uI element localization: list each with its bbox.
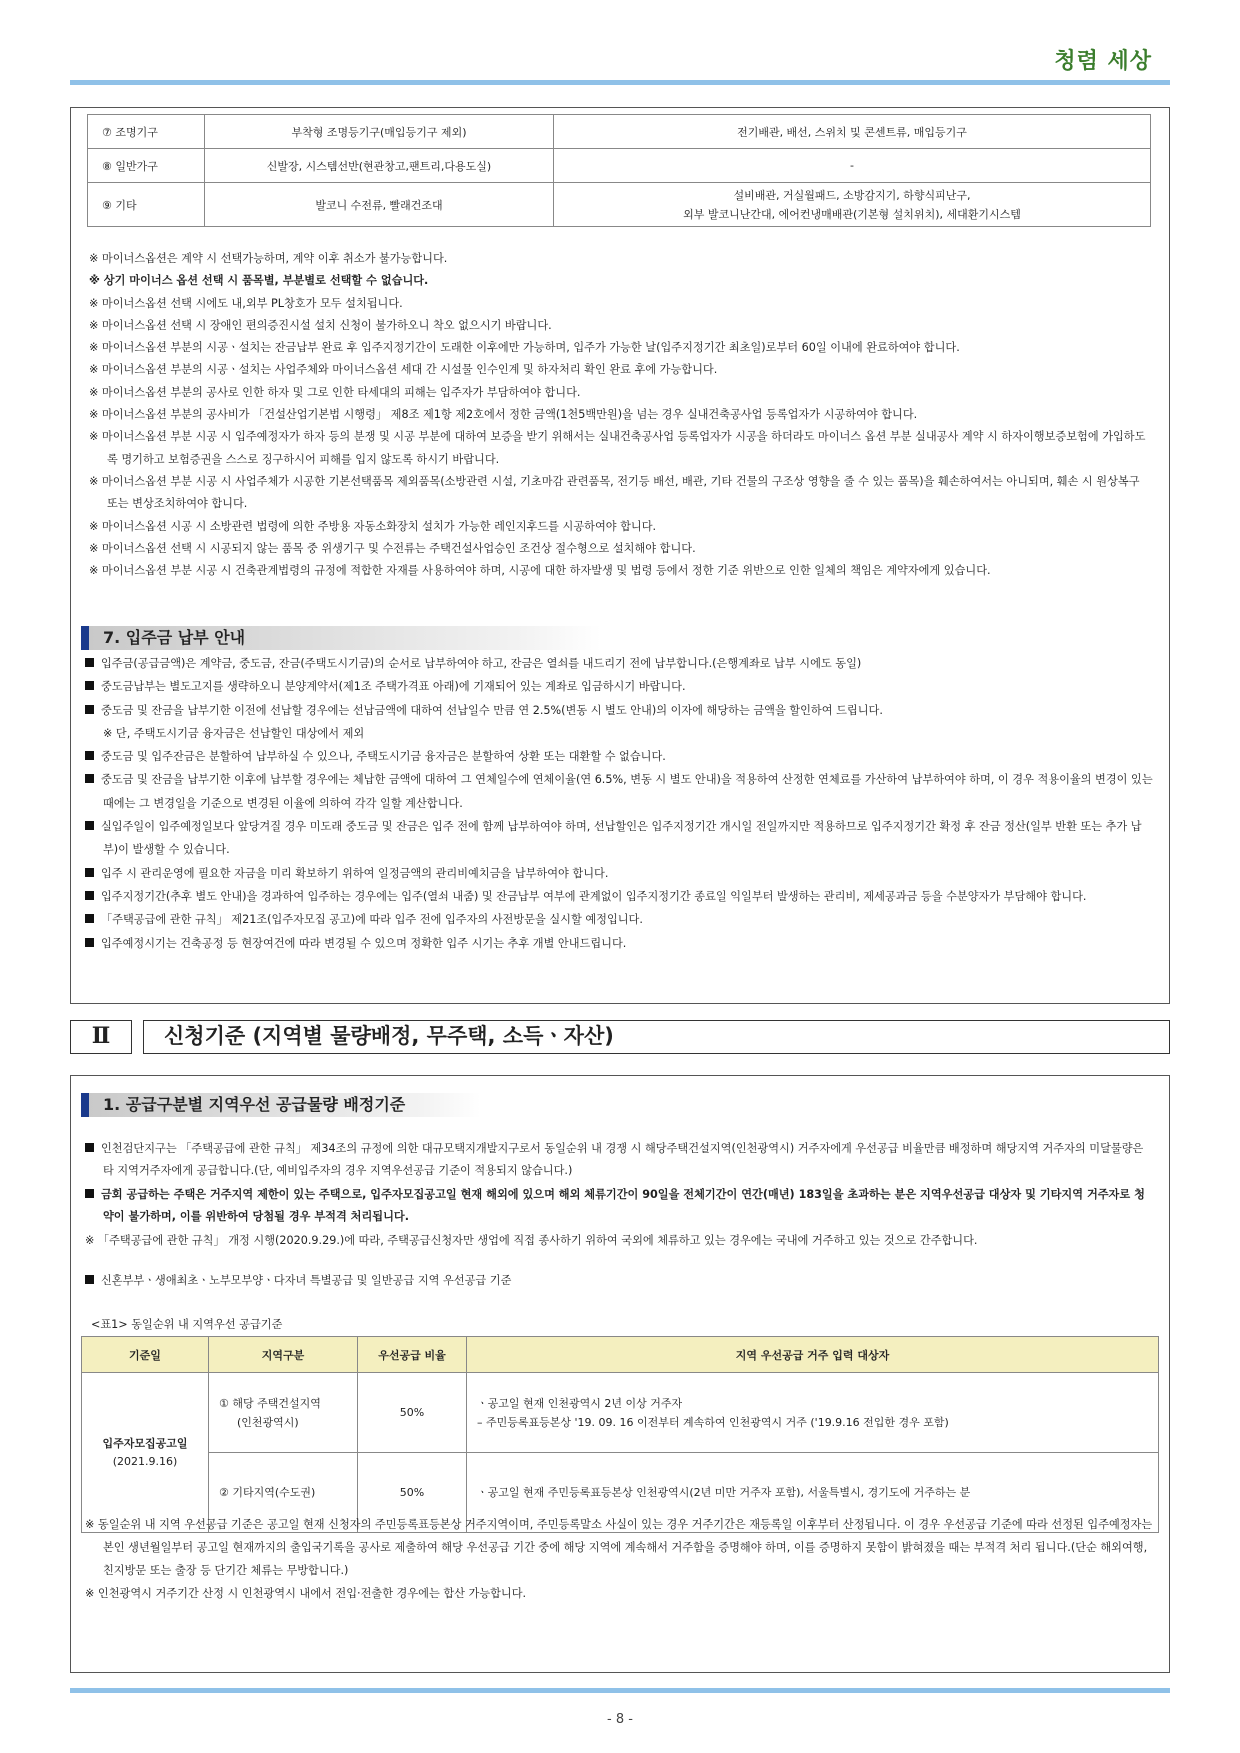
table-cell bbox=[82, 1373, 209, 1533]
note-line: ※ 마이너스옵션 부분 시공 시 입주예정자가 하자 등의 분쟁 및 시공 부분에 대하여 보증을 받기 위해서는 실내건축공사업 등록업자가 시공을 하더라도 마이너스 옵션 부분 실내공사 계약 시 하자이행보증보험에 가입하도록 명기하고 보험증권을 스스로 징구하시어 피해를 입지 않도록 하시기 바랍니다. bbox=[89, 430, 1146, 466]
table-cell bbox=[209, 1373, 358, 1453]
list-item-text: 중도금 및 입주잔금은 분할하여 납부하실 수 있으나, 주택도시기금 융자금은 분할하여 상환 또는 대환할 수 없습니다. bbox=[101, 750, 666, 764]
list-item bbox=[85, 885, 1155, 908]
square-bullet-icon bbox=[85, 914, 94, 923]
paragraph-text: 인천검단지구는 「주택공급에 관한 규칙」 제34조의 규정에 의한 대규모택지개발지구로서 동일순위 내 경쟁 시 해당주택건설지역(인천광역시) 거주자에게 우선공급 비율만큼 배정하며 해당지역 거주자의 미달물량은 타 지역거주자에게 공급합니다.(단, 예비입주자의 경우 지역우선공급 기준이 적용되지 않습니다.) bbox=[101, 1142, 1144, 1177]
list-item bbox=[85, 815, 1155, 862]
table-cell: ⑦ 조명기구 bbox=[88, 115, 205, 149]
regional-priority-table bbox=[81, 1336, 1159, 1533]
logo-text: 청렴 세상 bbox=[1054, 49, 1152, 74]
table-header-row bbox=[82, 1337, 1159, 1373]
table-header: 지역 우선공급 거주 입력 대상자 bbox=[467, 1337, 1159, 1373]
list-item-text: 중도금 및 잔금을 납부기한 이전에 선납할 경우에는 선납금액에 대하여 선납일수 만큼 연 2.5%(변동 시 별도 안내)의 이자에 해당하는 금액을 할인하여 드립니다. bbox=[101, 703, 883, 717]
table-cell: - bbox=[554, 149, 1151, 183]
table-cell: ⑨ 기타 bbox=[88, 183, 205, 227]
table-header: 지역구분 bbox=[209, 1337, 358, 1373]
square-bullet-icon bbox=[85, 658, 94, 667]
list-item-text: 실입주일이 입주예정일보다 앞당겨질 경우 미도래 중도금 및 잔금은 입주 전에 함께 납부하여야 하며, 선납할인은 입주지정기간 개시일 전일까지만 적용하므로 입주지정기간 확정 후 잔금 정산(일부 반환 또는 추가 납부)이 발생할 수 있습니다. bbox=[101, 820, 1142, 857]
table-cell bbox=[467, 1373, 1159, 1453]
cell-line: – 주민등록표등본상 '19. 09. 16 이전부터 계속하여 인천광역시 거주 ('19.9.16 전입한 경우 포함) bbox=[477, 1415, 949, 1429]
square-bullet-icon bbox=[85, 705, 94, 714]
table-cell bbox=[554, 183, 1151, 227]
table-row bbox=[88, 149, 1151, 183]
square-bullet-icon bbox=[85, 1143, 94, 1152]
minus-option-table bbox=[87, 114, 1151, 227]
paragraph: ※ 「주택공급에 관한 규칙」 개정 시행(2020.9.29.)에 따라, 주택공급신청자만 생업에 직접 종사하기 위하여 국외에 체류하고 있는 경우에는 국내에 거주하고 있는 것으로 간주합니다. bbox=[85, 1234, 978, 1247]
square-bullet-icon bbox=[85, 1275, 94, 1284]
cell-line: 외부 발코니난간대, 에어컨냉매배관(기본형 설치위치), 세대환기시스템 bbox=[683, 207, 1021, 221]
note-line: ※ 마이너스옵션 부분의 시공ㆍ설치는 잔금납부 완료 후 입주지정기간이 도래한 이후에만 가능하며, 입주가 가능한 날(입주지정기간 최초일)로부터 60일 이내에 완료하여야 합니다. bbox=[89, 341, 960, 355]
table-cell: ② 기타지역(수도권) bbox=[209, 1453, 358, 1533]
lower-content-box bbox=[70, 1075, 1170, 1673]
note-line: ※ 마이너스옵션 부분의 시공ㆍ설치는 사업주체와 마이너스옵션 세대 간 시설물 인수인계 및 하자처리 확인 완료 후에 가능합니다. bbox=[89, 363, 718, 377]
cell-line: 입주자모집공고일 bbox=[102, 1436, 188, 1450]
priority-paragraphs bbox=[85, 1138, 1155, 1292]
header-rule bbox=[70, 80, 1170, 85]
chapter-title: 신청기준 (지역별 물량배정, 무주택, 소득ㆍ자산) bbox=[143, 1020, 1170, 1054]
note-line: ※ 마이너스옵션 선택 시 장애인 편의증진시설 설치 신청이 불가하오니 착오 없으시기 바랍니다. bbox=[89, 318, 552, 332]
table-header: 우선공급 비율 bbox=[358, 1337, 467, 1373]
note-line: ※ 마이너스옵션 부분의 공사비가 「건설산업기본법 시행령」 제8조 제1항 제2호에서 정한 금액(1천5백만원)을 넘는 경우 실내건축공사업 등록업자가 시공하여야 합니다. bbox=[89, 408, 918, 422]
list-item-text: 「주택공급에 관한 규칙」 제21조(입주자모집 공고)에 따라 입주 전에 입주자의 사전방문을 실시할 예정입니다. bbox=[101, 913, 643, 927]
note-line: ※ 마이너스옵션 부분의 공사로 인한 하자 및 그로 인한 타세대의 피해는 입주자가 부담하여야 합니다. bbox=[89, 385, 581, 399]
section-heading: 7. 입주금 납부 안내 bbox=[81, 626, 601, 650]
square-bullet-icon bbox=[85, 891, 94, 900]
list-item-text: 중도금 및 잔금을 납부기한 이후에 납부할 경우에는 체납한 금액에 대하여 그 연체일수에 연체이율(연 6.5%, 변동 시 별도 안내)을 적용하여 산정한 연체료를 가산하여 납부하여야 하며, 이 경우 적용이율의 변경이 있는 때에는 그 변경일을 기준으로 변경된 이율에 의하여 각각 일할 계산합니다. bbox=[101, 773, 1153, 810]
list-item bbox=[85, 768, 1155, 815]
paragraph-text: 금회 공급하는 주택은 거주지역 제한이 있는 주택으로, 입주자모집공고일 현재 해외에 있으며 해외 체류기간이 90일을 전체기간이 연간(매년) 183일을 초과하는 분은 지역우선공급 대상자 및 기타지역 거주자로 청약이 불가하며, 이를 위반하여 당첨될 경우 부적격 처리됩니다. bbox=[101, 1188, 1145, 1223]
note-line: ※ 마이너스옵션 선택 시에도 내,외부 PL창호가 모두 설치됩니다. bbox=[89, 296, 403, 310]
note-line: ※ 마이너스옵션은 계약 시 선택가능하며, 계약 이후 취소가 불가능합니다. bbox=[89, 252, 448, 265]
list-item bbox=[85, 652, 1155, 675]
table-row bbox=[82, 1373, 1159, 1453]
table-cell: ⑧ 일반가구 bbox=[88, 149, 205, 183]
list-item bbox=[85, 932, 1155, 955]
paragraph bbox=[85, 1270, 1155, 1292]
cell-line: (2021.9.16) bbox=[112, 1454, 178, 1468]
payment-guide-list bbox=[85, 652, 1155, 955]
cell-line: ㆍ공고일 현재 인천광역시 2년 이상 거주자 bbox=[477, 1396, 683, 1410]
table-notes bbox=[85, 1513, 1155, 1605]
table-cell: ㆍ공고일 현재 주민등록표등본상 인천광역시(2년 미만 거주자 포함), 서울특별시, 경기도에 거주하는 분 bbox=[467, 1453, 1159, 1533]
note-line: ※ 상기 마이너스 옵션 선택 시 품목별, 부분별로 선택할 수 없습니다. bbox=[89, 274, 429, 288]
list-item bbox=[85, 862, 1155, 885]
table-row bbox=[88, 115, 1151, 149]
list-item-text: 입주금(공급금액)은 계약금, 중도금, 잔금(주택도시기금)의 순서로 납부하여야 하고, 잔금은 열쇠를 내드리기 전에 납부합니다.(은행계좌로 납부 시에도 동일) bbox=[101, 657, 862, 670]
table-row bbox=[88, 183, 1151, 227]
table-cell: 부착형 조명등기구(매입등기구 제외) bbox=[205, 115, 554, 149]
table-cell: 50% bbox=[358, 1453, 467, 1533]
paragraph bbox=[85, 1138, 1155, 1182]
cell-line: ① 해당 주택건설지역 bbox=[219, 1396, 321, 1410]
list-item-text: 입주예정시기는 건축공정 등 현장여건에 따라 변경될 수 있으며 정확한 입주 시기는 추후 개별 안내드립니다. bbox=[101, 936, 627, 950]
note-line: ※ 마이너스옵션 부분 시공 시 건축관계법령의 규정에 적합한 자재를 사용하여야 하며, 시공에 대한 하자발생 및 법령 등에서 정한 기준 위반으로 인한 일체의 책임은 계약자에게 있습니다. bbox=[89, 564, 991, 578]
list-item-text: 입주 시 관리운영에 필요한 자금을 미리 확보하기 위하여 일정금액의 관리비예치금을 납부하여야 합니다. bbox=[101, 866, 609, 880]
paragraph-text: 신혼부부ㆍ생애최초ㆍ노부모부양ㆍ다자녀 특별공급 및 일반공급 지역 우선공급 기준 bbox=[101, 1274, 512, 1287]
square-bullet-icon bbox=[85, 821, 94, 830]
list-item bbox=[85, 745, 1155, 768]
note-line: ※ 마이너스옵션 시공 시 소방관련 법령에 의한 주방용 자동소화장치 설치가 가능한 레인지후드를 시공하여야 합니다. bbox=[89, 519, 657, 533]
note-line: ※ 인천광역시 거주기간 산정 시 인천광역시 내에서 전입·전출한 경우에는 합산 가능합니다. bbox=[85, 1587, 527, 1600]
square-bullet-icon bbox=[85, 681, 94, 690]
table-cell: 전기배관, 배선, 스위치 및 콘센트류, 매입등기구 bbox=[554, 115, 1151, 149]
square-bullet-icon bbox=[85, 774, 94, 783]
list-item-text: 입주지정기간(추후 별도 안내)을 경과하여 입주하는 경우에는 입주(열쇠 내줌) 및 잔금납부 여부에 관계없이 입주지정기간 종료일 익일부터 발생하는 관리비, 제세공과금 등을 수분양자가 부담해야 합니다. bbox=[101, 889, 1087, 903]
list-item bbox=[85, 908, 1155, 931]
list-item bbox=[85, 675, 1155, 698]
square-bullet-icon bbox=[85, 751, 94, 760]
list-item bbox=[85, 699, 1155, 722]
minus-option-notes bbox=[89, 248, 1151, 582]
cell-line: 설비배관, 거실월패드, 소방감지기, 하향식피난구, bbox=[733, 188, 971, 202]
page-number: - 8 - bbox=[607, 1712, 633, 1727]
table-cell: 발코니 수전류, 빨래건조대 bbox=[205, 183, 554, 227]
table-caption: <표1> 동일순위 내 지역우선 공급기준 bbox=[91, 1318, 283, 1331]
paragraph bbox=[85, 1184, 1155, 1228]
square-bullet-icon bbox=[85, 868, 94, 877]
cell-line: (인천광역시) bbox=[237, 1415, 299, 1429]
list-item-text: 중도금납부는 별도고지를 생략하오니 분양계약서(제1조 주택가격표 아래)에 기재되어 있는 계좌로 입금하시기 바랍니다. bbox=[101, 680, 686, 694]
note-line: ※ 동일순위 내 지역 우선공급 기준은 공고일 현재 신청자의 주민등록표등본상 거주지역이며, 주민등록말소 사실이 있는 경우 거주기간은 재등록일 이후부터 산정됩니다. 이 경우 우선공급 기준에 따라 선정된 입주예정자는 본인 생년월일부터 공고일 현재까지의 출입국기록을 공사로 제출하여 해당 우선공급 기간 중에 해당 지역에 계속해서 거주함을 증명해야 하며, 이를 증명하지 못함이 밝혀졌을 때는 부적격 처리 됩니다.(단순 해외여행, 친지방문 또는 출장 등 단기간 체류는 무방합니다.) bbox=[85, 1518, 1153, 1577]
logo bbox=[1054, 44, 1152, 75]
list-subitem: ※ 단, 주택도시기금 융자금은 선납할인 대상에서 제외 bbox=[103, 726, 365, 740]
section-heading: 1. 공급구분별 지역우선 공급물량 배정기준 bbox=[81, 1093, 481, 1117]
table-cell: 50% bbox=[358, 1373, 467, 1453]
note-line: ※ 마이너스옵션 부분 시공 시 사업주체가 시공한 기본선택품목 제외품목(소방관련 시설, 기초마감 관련품목, 전기등 배선, 배관, 기타 건물의 구조상 영향을 줄 수 있는 품목)을 훼손하여서는 아니되며, 훼손 시 원상복구 또는 변상조치하여야 합니다. bbox=[89, 474, 1140, 511]
footer-rule bbox=[70, 1688, 1170, 1693]
square-bullet-icon bbox=[85, 938, 94, 947]
note-line: ※ 마이너스옵션 선택 시 시공되지 않는 품목 중 위생기구 및 수전류는 주택건설사업승인 조건상 절수형으로 설치해야 합니다. bbox=[89, 541, 696, 555]
table-cell: 신발장, 시스템선반(현관창고,팬트리,다용도실) bbox=[205, 149, 554, 183]
square-bullet-icon bbox=[85, 1189, 94, 1198]
chapter-number: Ⅱ bbox=[70, 1020, 132, 1054]
upper-content-box bbox=[70, 107, 1170, 1004]
table-header: 기준일 bbox=[82, 1337, 209, 1373]
